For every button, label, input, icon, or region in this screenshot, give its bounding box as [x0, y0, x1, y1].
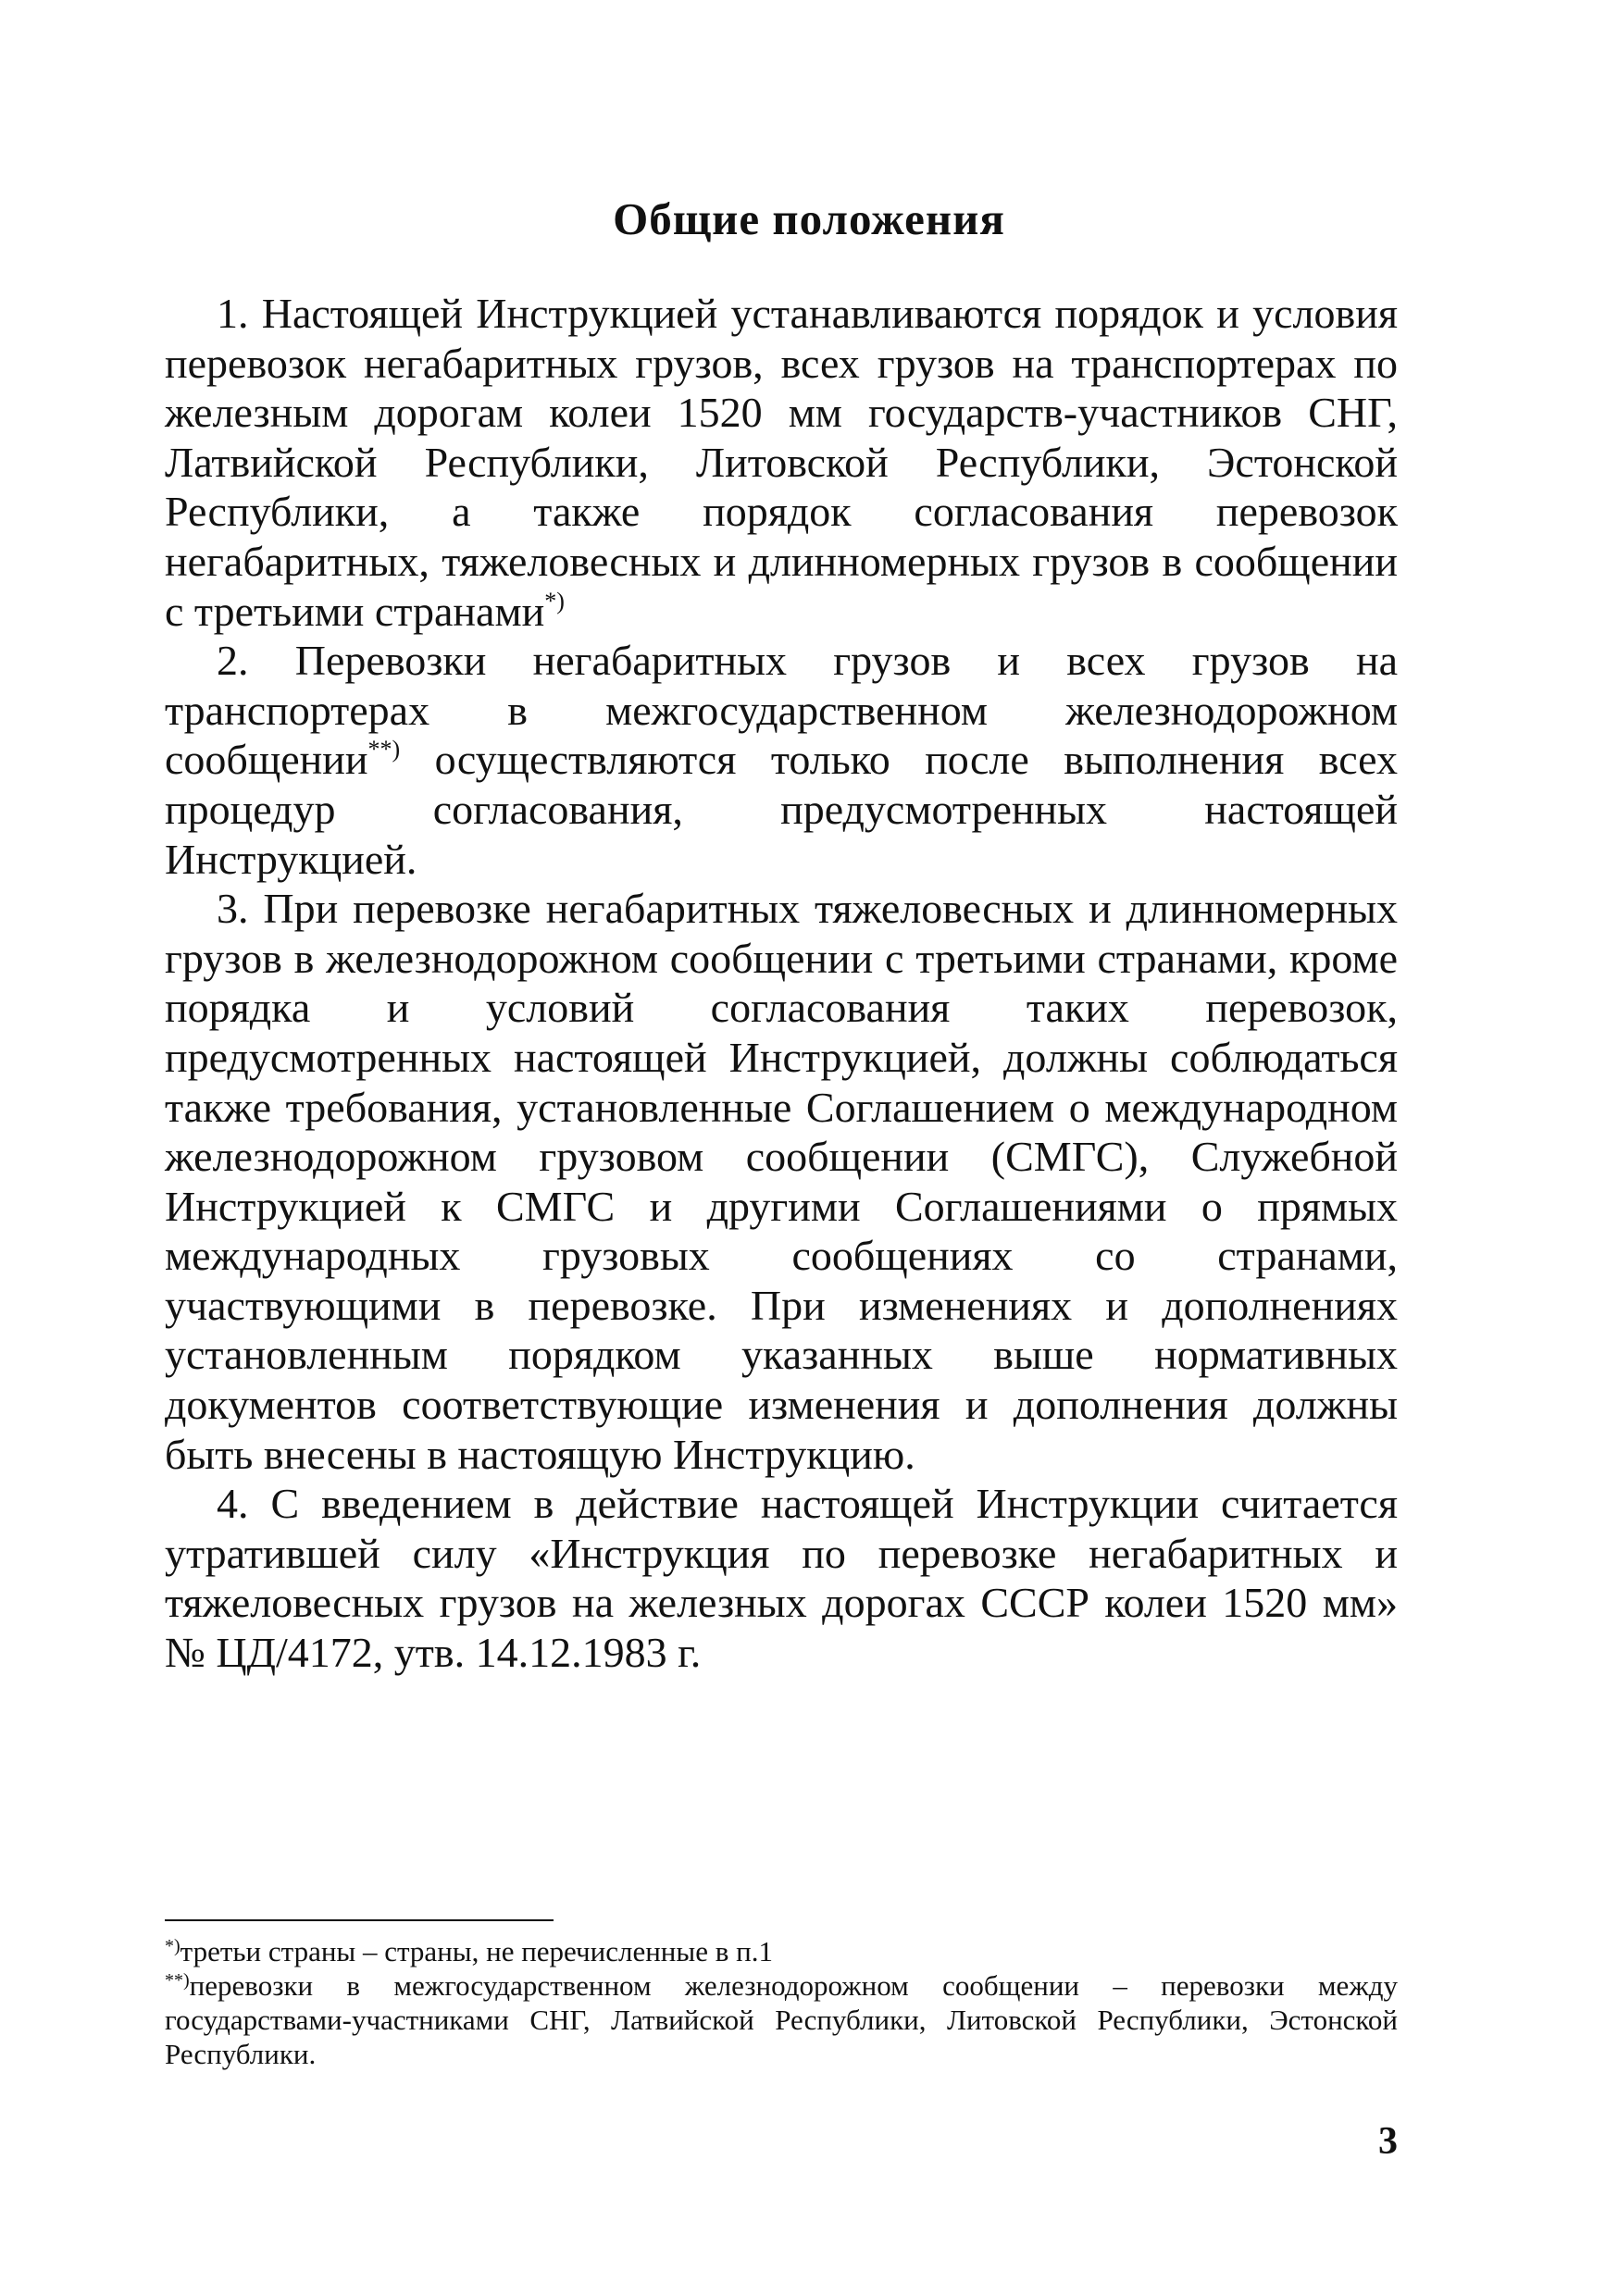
page-title: Общие положения [613, 193, 1005, 244]
page-number: 3 [1378, 2120, 1398, 2163]
footnote-ref-2: **) [367, 736, 401, 763]
paragraph-2-text-after: осуществляются только после выполнения всех процедур согласования, предусмотренных настоящей Инструкцией. [165, 736, 1398, 883]
footnote-2-text: перевозки в межгосударственном железнодорожном сообщении – перевозки между государствами-участниками СНГ, Латвийской Республики, Литовской Республики, Эстонской Республики. [165, 1969, 1398, 2070]
paragraph-1 [165, 289, 1398, 636]
paragraph-1-text: 1. Настоящей Инструкцией устанавливаются порядок и условия перевозок негабаритных грузов, всех грузов на транспортерах по железным дорогам колеи 1520 мм государств-участников СНГ, Латвийской Республики, Литовской Республики, Эстонской Республики, а также порядок согласования перевозок негабаритных, тяжеловесных и длинномерных грузов в сообщении с третьими странами [165, 290, 1398, 635]
paragraph-2 [165, 636, 1398, 884]
body-text [165, 289, 1398, 1678]
footnote-1-mark: *) [165, 1936, 180, 1956]
footnote-divider [165, 1919, 554, 1921]
paragraph-4: 4. С введением в действие настоящей Инструкции считается утратившей силу «Инструкция по перевозке негабаритных и тяжеловесных грузов на железных дорогах СССР колеи 1520 мм» № ЦД/4172, утв. 14.12.1983 г. [165, 1480, 1398, 1677]
footnote-1-text: третьи страны – страны, не перечисленные в п.1 [180, 1935, 773, 1967]
paragraph-2-text-before: 2. Перевозки негабаритных грузов и всех грузов на транспортерах в межгосударственном железнодорожном сообщении [165, 637, 1398, 784]
footnote-2-mark: **) [165, 1970, 190, 1991]
footnotes [165, 1934, 1398, 2071]
footnote-2 [165, 1968, 1398, 2071]
paragraph-3: 3. При перевозке негабаритных тяжеловесных и длинномерных грузов в железнодорожном сообщении с третьими странами, кроме порядка и условий согласования таких перевозок, предусмотренных настоящей Инструкцией, должны соблюдаться также требования, установленные Соглашением о международном железнодорожном грузовом сообщении (СМГС), Служебной Инструкцией к СМГС и другими Соглашениями о прямых международных грузовых сообщениях со странами, участвующими в перевозке. При изменениях и дополнениях установленным порядком указанных выше нормативных документов соответствующие изменения и дополнения должны быть внесены в настоящую Инструкцию. [165, 885, 1398, 1478]
footnote-1 [165, 1934, 1398, 1968]
footnote-ref-1: *) [544, 587, 565, 614]
